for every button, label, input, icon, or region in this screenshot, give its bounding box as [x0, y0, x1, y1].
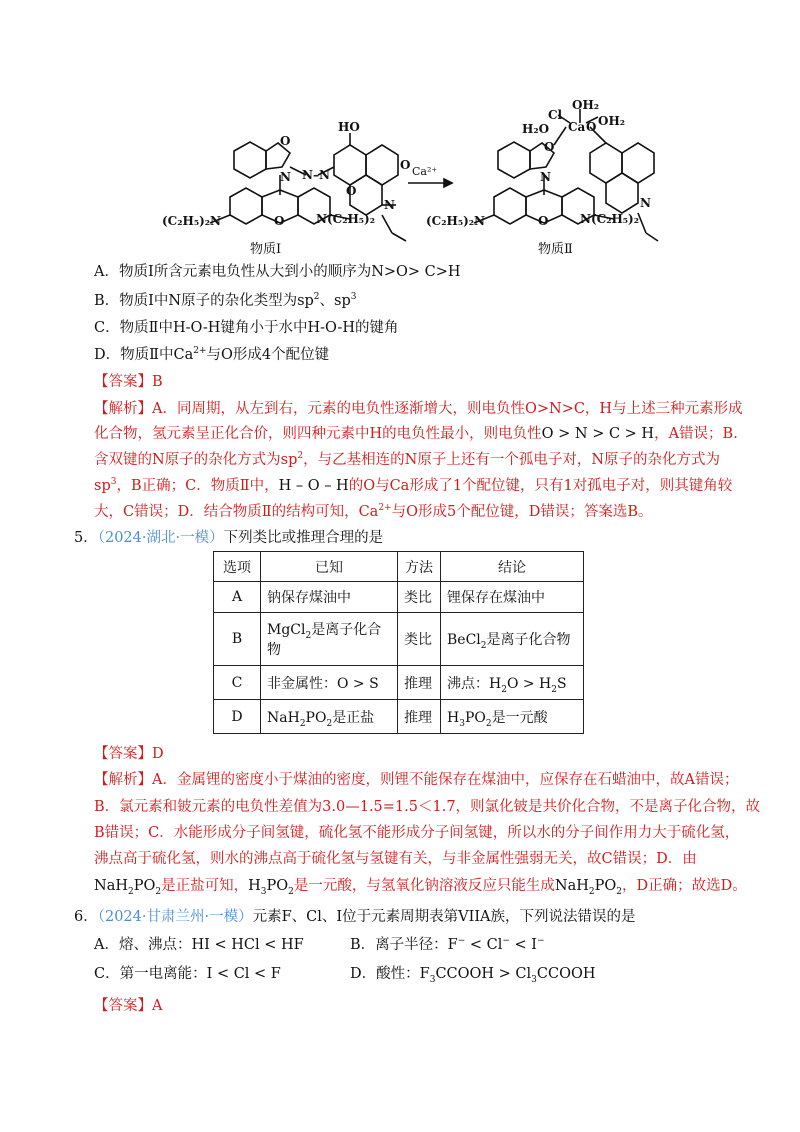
label-amine-left: (C₂H₅)₂N: [162, 214, 221, 228]
th-known: 已知: [261, 552, 398, 582]
q6-option-a: A．熔、沸点：HI < HCl < HF: [94, 937, 304, 953]
th-method: 方法: [398, 552, 441, 582]
q5-analysis-line1: 【解析】A．金属锂的密度小于煤油的密度，则锂不能保存在煤油中，应保存在石蜡油中，故A错误；: [94, 772, 739, 788]
label-oh2-b: OH₂: [598, 114, 626, 128]
label-oh: HO: [338, 120, 360, 134]
q5-analysis-line2: B．氯元素和铍元素的电负性差值为3.0—1.5=1.5＜1.7，则氯化铍是共价化合物，不是离子化合物，故: [94, 799, 761, 815]
q4-answer: 【答案】B: [94, 374, 163, 390]
q6-option-c: C．第一电离能：I < Cl < F: [94, 966, 281, 982]
q5-analysis-line4: 沸点高于硫化氢，则水的沸点高于硫化氢与氢键有关，与非金属性强弱无关，故C错误；D．由: [94, 851, 697, 867]
q4-option-c: C．物质Ⅱ中H-O-H键角小于水中H-O-H的键角: [94, 320, 399, 336]
reaction-arrow-head: [444, 179, 452, 187]
label-amine-left-2: (C₂H₅)₂N: [426, 214, 485, 228]
q4-option-b: B．物质Ⅰ中N原子的杂化类型为$sp^2$、$sp^3$: [94, 292, 357, 309]
th-option: 选项: [214, 552, 261, 582]
q6-option-b: B．离子半径：F− < Cl− < I−: [350, 936, 545, 953]
q6-answer: 【答案】A: [94, 998, 163, 1014]
label-n-right2: N: [640, 196, 651, 210]
table-header-row: [214, 552, 584, 582]
reaction-figure: [162, 95, 660, 260]
benzene-ring-left-top: [234, 142, 266, 178]
q4-option-d: D．物质Ⅱ中$Ca^{2+}$与O形成4个配位键: [94, 346, 330, 363]
label-amine-right1: N(C₂H₅)₂: [316, 212, 375, 226]
label-o-xanthene-right: O: [538, 214, 549, 228]
q5-table: [213, 551, 584, 734]
label-oh2-a: OH₂: [572, 98, 600, 112]
label-o-left2: O: [400, 158, 411, 172]
q4-analysis-line1: 【解析】A．同周期，从左到右，元素的电负性逐渐增大，则电负性O>N>C，H与上述三种元素形成: [94, 401, 743, 417]
q4-analysis-line4: $sp^3$，B正确；C．物质Ⅱ中，H – O – H的O与Ca形成了1个配位键，只有1对孤电子对，则其键角较: [94, 477, 733, 494]
q5-analysis-line3: B错误；C．水能形成分子间氢键，硫化氢不能形成分子间氢键，所以水的分子间作用力大于硫化氢，: [94, 825, 740, 841]
naphthalene-ring-a: [334, 145, 366, 185]
label-substance-1: 物质Ⅰ: [250, 242, 282, 257]
q5-stem: 5．（2024·湖北·一模）下列类比或推理合理的是: [74, 530, 384, 546]
arrow-label: Ca²⁺: [412, 165, 438, 178]
label-o-left1: O: [280, 134, 291, 148]
label-amine-right2: N(C₂H₅)₂: [580, 212, 639, 226]
label-o-right2: O: [586, 120, 597, 134]
table-row-b: B MgCl$_2$是离子化合 物 类比 BeCl$_2$是离子化合物: [214, 613, 584, 666]
naphthalene-ring-b: [366, 145, 398, 185]
xanthene-ring-a: [230, 188, 262, 224]
label-n-right1: N: [540, 170, 551, 184]
q4-option-a: A．物质Ⅰ所含元素电负性从大到小的顺序为N>O> C>H: [94, 264, 461, 280]
q4-analysis-line2: 化合物，氢元素呈正化合价，则四种元素中H的电负性最小，则电负性O > N > C > H，A错误；B.: [94, 426, 738, 442]
th-conclusion: 结论: [441, 552, 584, 582]
benzene-ring-right-top: [498, 142, 530, 178]
q4-analysis-line5: 大，C错误；D．结合物质Ⅱ的结构可知，$Ca^{2+}$与O形成5个配位键，D错误；答案选B。: [94, 503, 653, 520]
label-o-right1: O: [544, 140, 555, 154]
table-row-a: A 钠保存煤油中 类比 锂保存在煤油中: [214, 582, 584, 613]
reaction-svg: [162, 95, 660, 260]
table-row-c: C 非金属性：O > S 推理 沸点：$H_2O > H_2S$: [214, 666, 584, 700]
q5-analysis-line5: $NaH_2PO_2$是正盐可知，$H_3PO_2$是一元酸，与氢氧化钠溶液反应只能生成$NaH_2PO_2$，D正确；故选D。: [94, 878, 747, 897]
label-n-left2: N: [384, 198, 395, 212]
table-row-d: D $NaH_2PO_2$是正盐 推理 $H_3PO_2$是一元酸: [214, 700, 584, 734]
label-nn-left: N–N: [302, 168, 330, 182]
label-cl: Cl: [548, 108, 563, 122]
label-n-left1: N: [280, 170, 291, 184]
label-h2o: H₂O: [522, 122, 550, 136]
q4-analysis-line3: 含双键的N原子的杂化方式为$sp^2$，与乙基相连的N原子上还有一个孤电子对，N原子的杂化方式为: [94, 451, 721, 468]
label-substance-2: 物质Ⅱ: [538, 242, 573, 257]
q6-option-d: D．酸性：$F_3CCOOH$ > $Cl_3CCOOH$: [350, 966, 596, 985]
label-o-xanthene-left: O: [274, 214, 285, 228]
label-o-left3: O: [346, 184, 357, 198]
q5-answer: 【答案】D: [94, 746, 164, 762]
q6-stem: 6．（2024·甘肃兰州·一模）元素F、Cl、I位于元素周期表第VIIA族，下列说法错误的是: [74, 909, 636, 925]
label-ca: Ca: [568, 120, 586, 134]
